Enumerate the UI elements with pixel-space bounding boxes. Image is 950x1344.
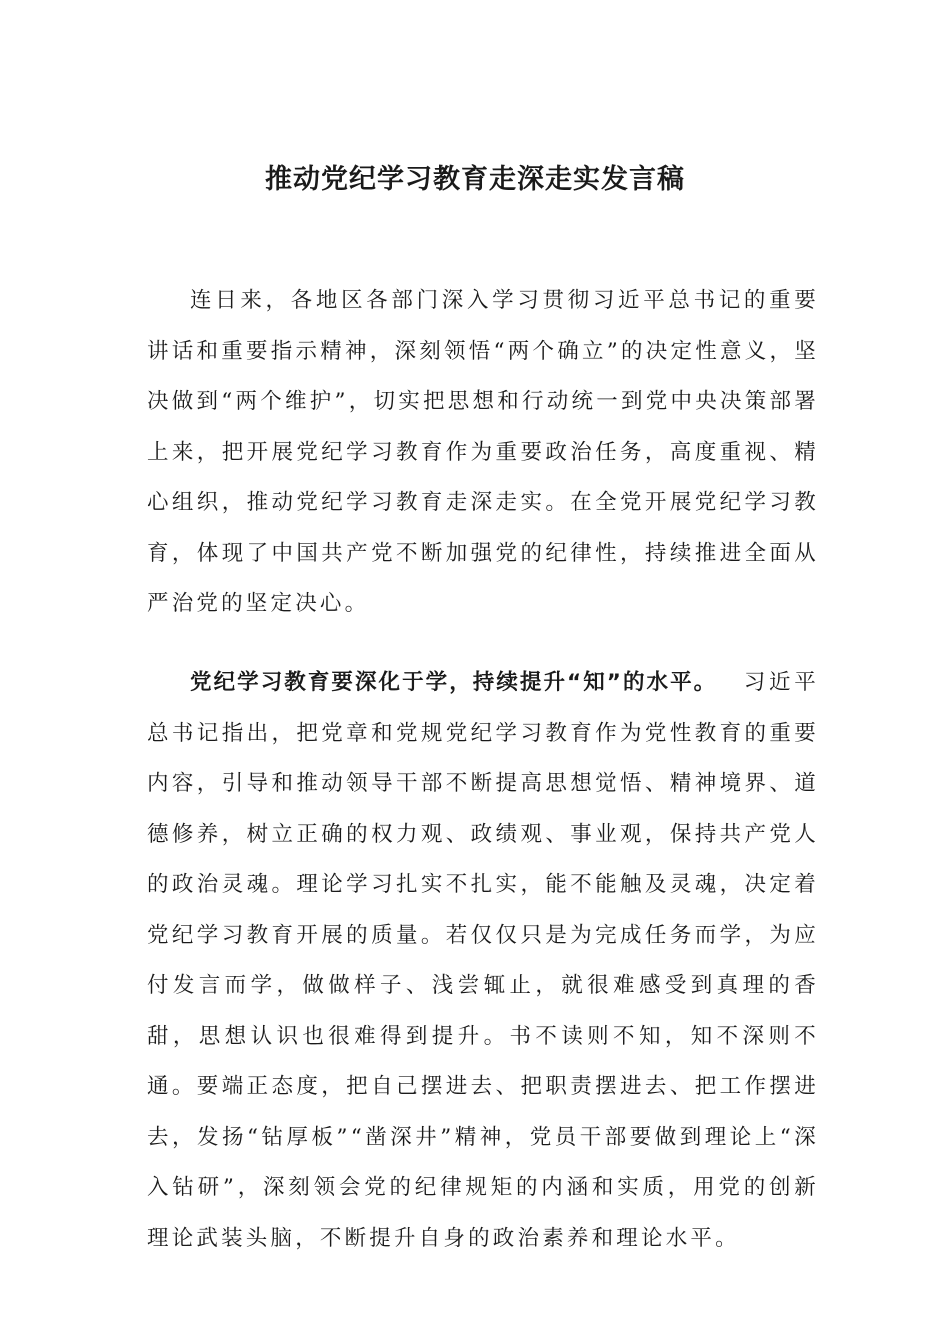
document-title: 推动党纪学习教育走深走实发言稿 bbox=[265, 164, 685, 195]
paragraph-body: 习近平总书记指出，把党章和党规党纪学习教育作为党性教育的重要内容，引导和推动领导干部不断提高思想觉悟、精神境界、道德修养，树立正确的权力观、政绩观、事业观，保持共产党人的政治灵魂。理论学习扎实不扎实，能不能触及灵魂，决定着党纪学习教育开展的质量。若仅仅只是为完成任务而学，为应付发言而学，做做样子、浅尝辄止，就很难感受到真理的香甜，思想认识也很难得到提升。书不读则不知，知不深则不通。要端正态度，把自己摆进去、把职责摆进去、把工作摆进去，发扬“钻厚板”“凿深井”精神，党员干部要做到理论上“深入钻研”，深刻领会党的纪律规矩的内涵和实质，用党的创新理论武装头脑，不断提升自身的政治素养和理论水平。 bbox=[147, 670, 819, 1251]
paragraph-lead-heading: 党纪学习教育要深化于学，持续提升“知”的水平。 bbox=[190, 670, 718, 695]
paragraph-study bbox=[147, 658, 819, 1264]
paragraph-intro: 连日来，各地区各部门深入学习贯彻习近平总书记的重要讲话和重要指示精神，深刻领悟“两个确立”的决定性意义，坚决做到“两个维护”，切实把思想和行动统一到党中央决策部署上来，把开展党纪学习教育作为重要政治任务，高度重视、精心组织，推动党纪学习教育走深走实。在全党开展党纪学习教育，体现了中国共产党不断加强党的纪律性，持续推进全面从严治党的坚定决心。 bbox=[147, 288, 819, 616]
